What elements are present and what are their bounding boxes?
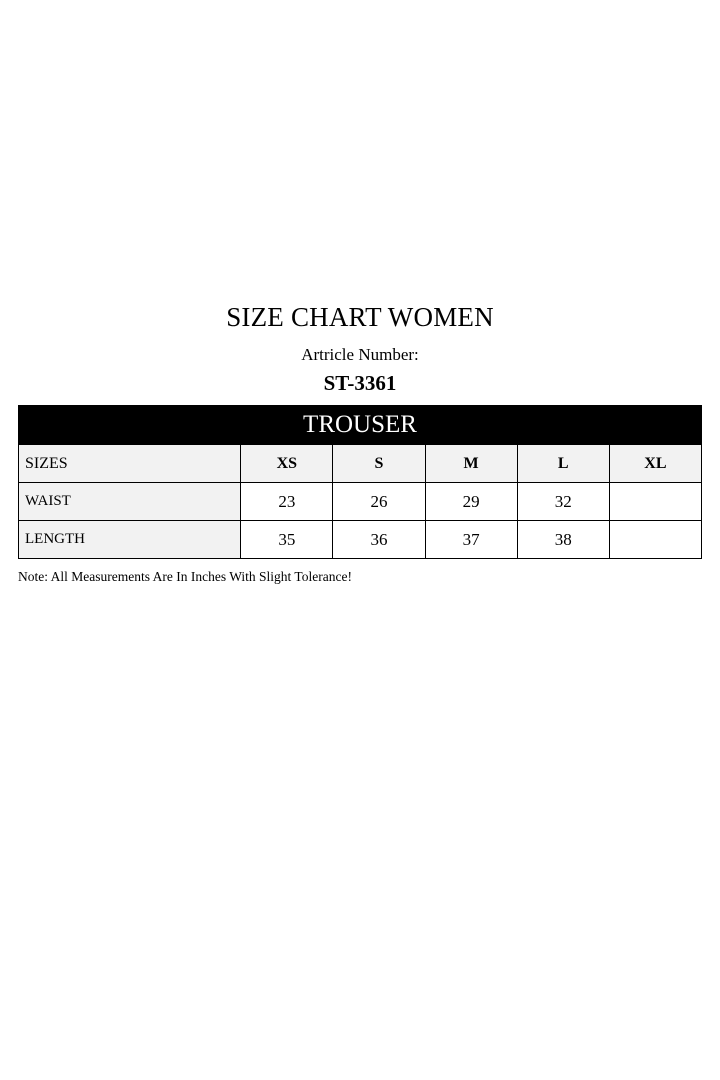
row-label-length: LENGTH (19, 521, 241, 559)
table-header-row (19, 445, 702, 483)
length-xs: 35 (241, 521, 333, 559)
header-size-s: S (333, 445, 425, 483)
waist-s: 26 (333, 483, 425, 521)
length-xl (609, 521, 701, 559)
waist-l: 32 (517, 483, 609, 521)
header-size-m: M (425, 445, 517, 483)
length-m: 37 (425, 521, 517, 559)
waist-xl (609, 483, 701, 521)
length-l: 38 (517, 521, 609, 559)
header-size-xs: XS (241, 445, 333, 483)
table-row (19, 521, 702, 559)
article-number-value: ST-3361 (323, 371, 397, 395)
header-sizes-label: SIZES (19, 445, 241, 483)
measurement-note: Note: All Measurements Are In Inches With Slight Tolerance! (18, 569, 352, 584)
row-label-waist: WAIST (19, 483, 241, 521)
size-chart-table (18, 405, 702, 559)
header-size-l: L (517, 445, 609, 483)
waist-xs: 23 (241, 483, 333, 521)
document-content (18, 300, 702, 586)
banner-label: TROUSER (19, 406, 702, 445)
article-number-label: Artricle Number: (301, 345, 419, 364)
header-size-xl: XL (609, 445, 701, 483)
length-s: 36 (333, 521, 425, 559)
page-title: SIZE CHART WOMEN (226, 302, 494, 332)
table-banner-row (19, 406, 702, 445)
table-row (19, 483, 702, 521)
waist-m: 29 (425, 483, 517, 521)
